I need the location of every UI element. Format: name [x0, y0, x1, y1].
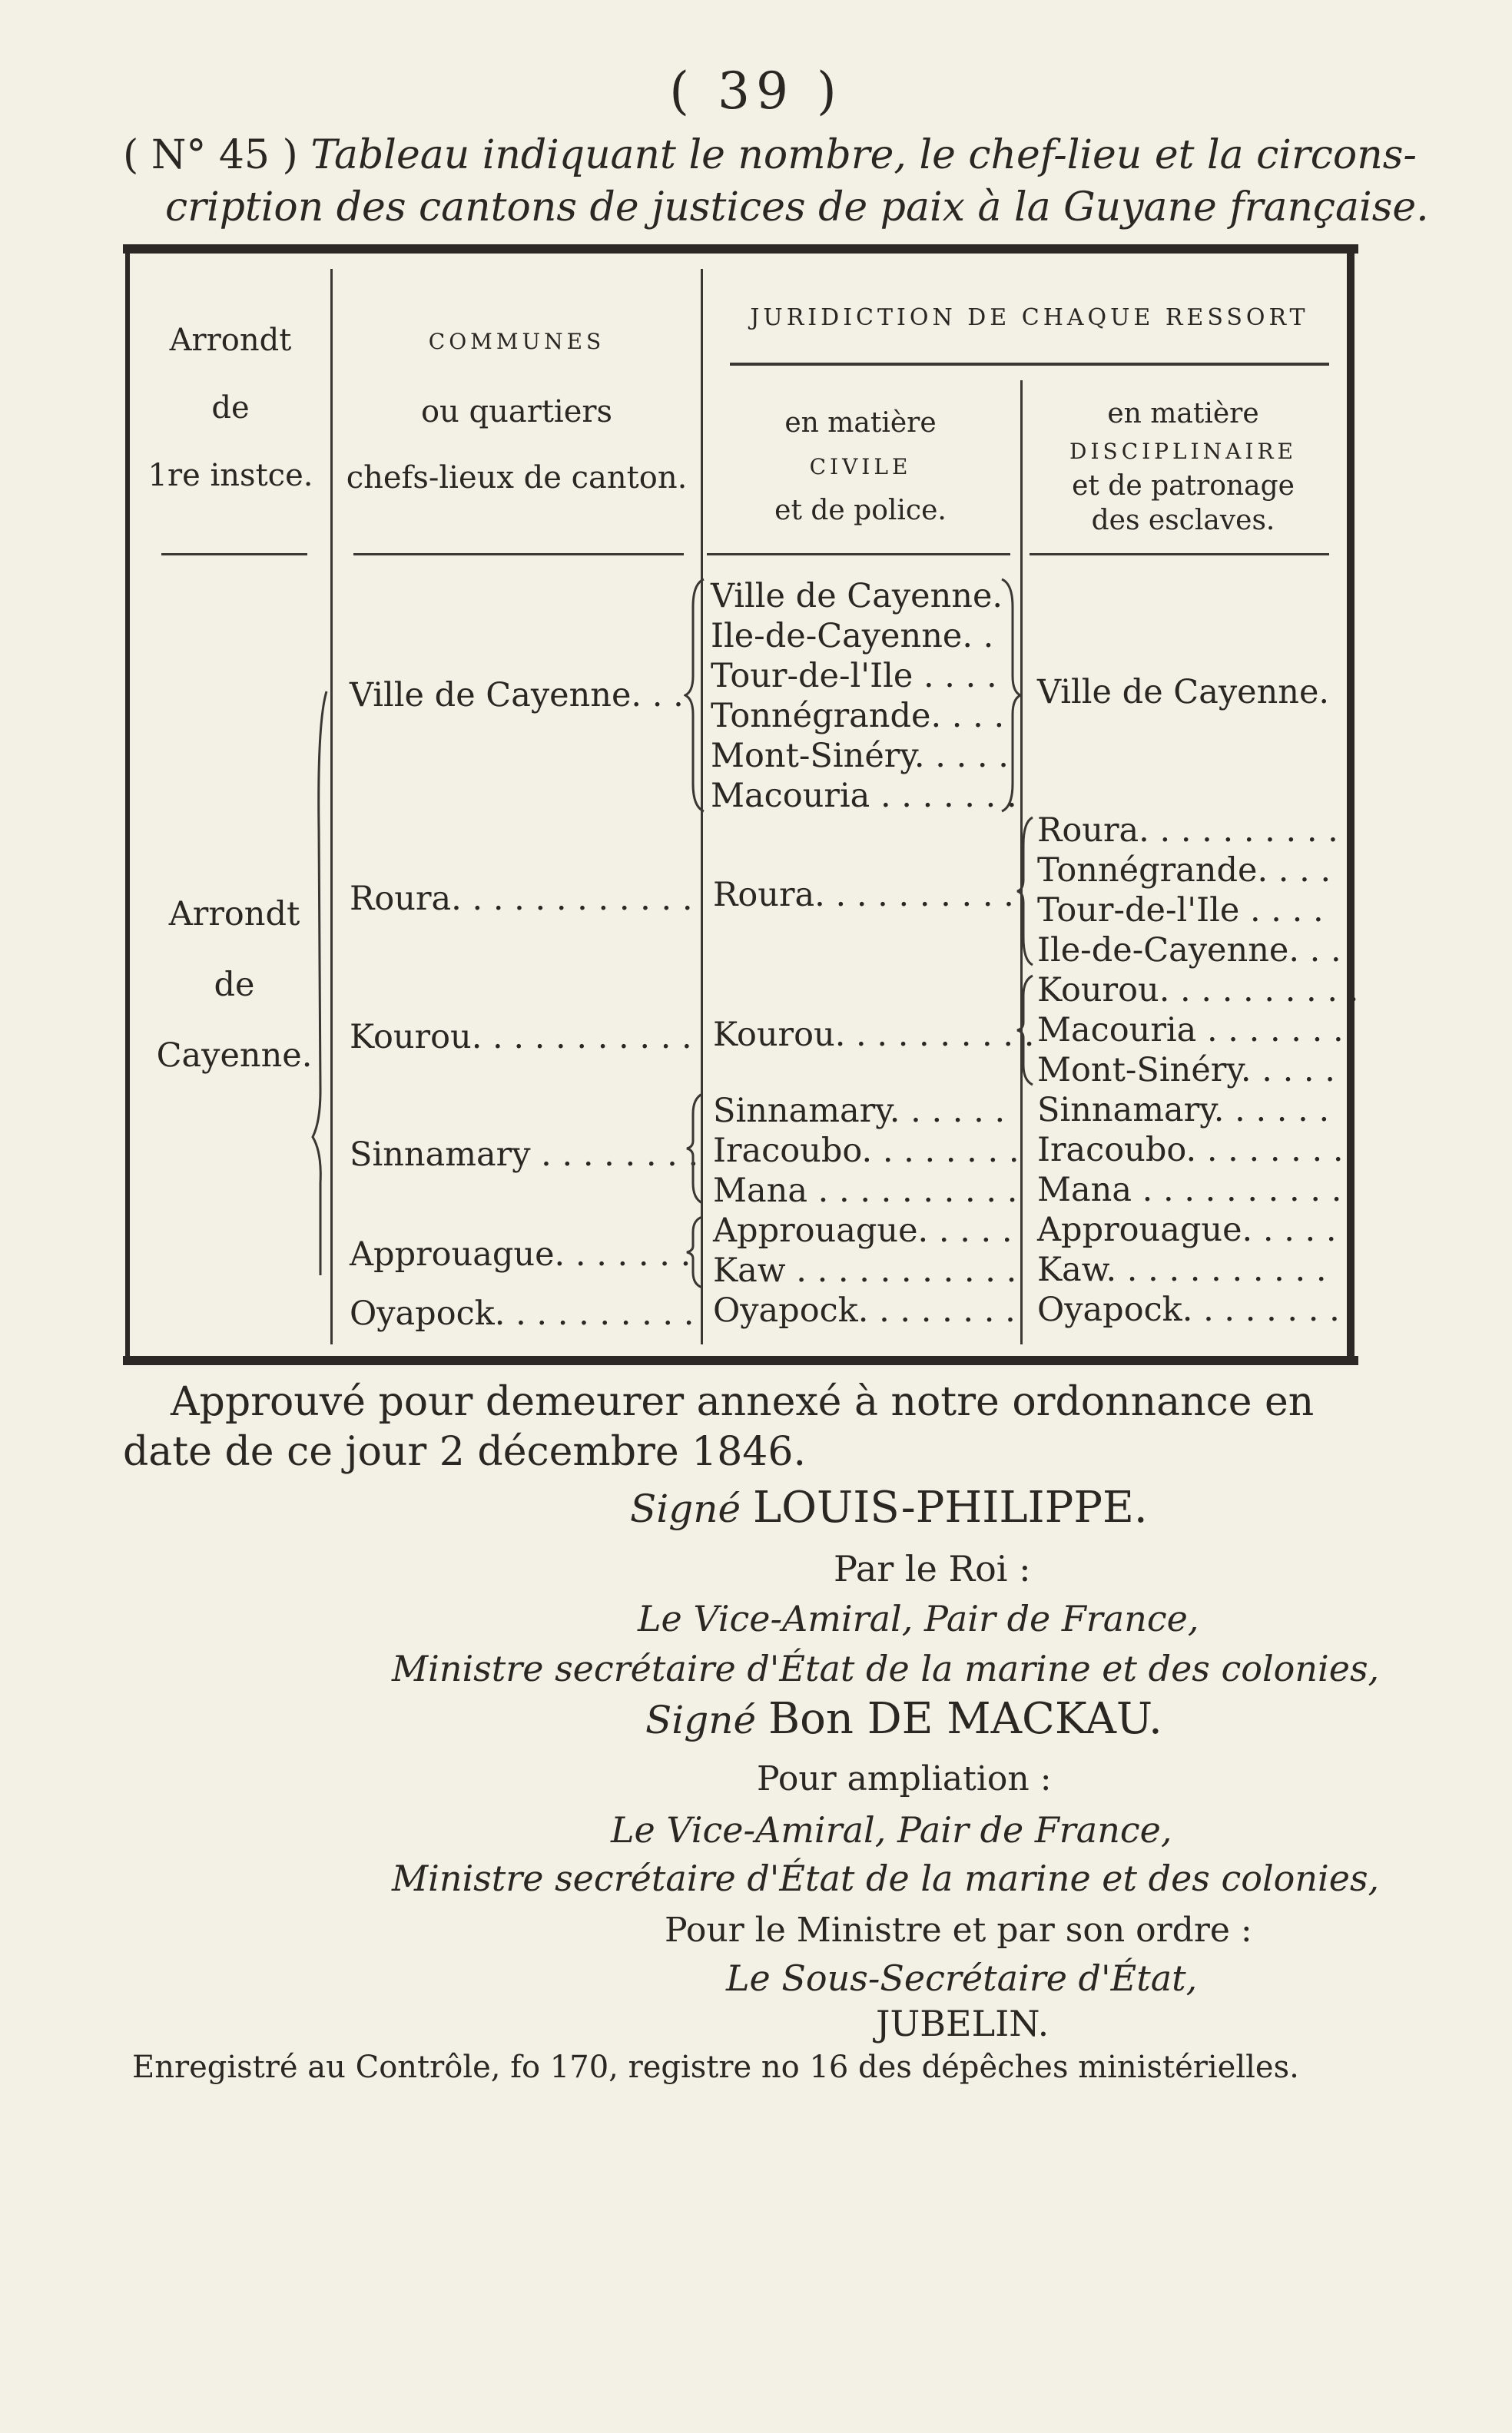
- table-title-line-1: [123, 132, 1417, 178]
- pour-le-ministre: Pour le Ministre et par son ordre :: [665, 1911, 1252, 1950]
- civile-item: Iracoubo. . . . . . . .: [713, 1132, 1020, 1170]
- civile-item: Macouria . . . . . . .: [711, 777, 1017, 815]
- civile-roura: Roura. . . . . . . . . .: [713, 876, 1014, 914]
- ministre-2: Ministre secrétaire d'État de la marine et des colonies,: [392, 1858, 1380, 1899]
- disciplinaire-item: Sinnamary. . . . . .: [1037, 1091, 1330, 1129]
- par-le-roi: Par le Roi :: [834, 1548, 1031, 1589]
- sous-secretaire: Le Sous-Secrétaire d'État,: [726, 1957, 1198, 1999]
- jubelin: JUBELIN.: [876, 2003, 1049, 2044]
- header-rule-col1: [161, 553, 307, 555]
- page-number: ( 39 ): [669, 61, 843, 121]
- header-arrondissement-line-2: de: [211, 390, 250, 426]
- brace-disciplinaire-kourou: [1016, 973, 1034, 1088]
- header-civile-line-1: en matière: [784, 407, 937, 439]
- pour-ampliation: Pour ampliation :: [757, 1759, 1052, 1798]
- civile-item: Approuague. . . . .: [713, 1212, 1013, 1250]
- brace-disciplinaire-roura: [1016, 814, 1034, 968]
- signe-label: Signé: [630, 1487, 741, 1531]
- header-communes-line-3: chefs-lieux de canton.: [346, 460, 688, 496]
- header-communes: [338, 329, 695, 496]
- header-civile-line-2: CIVILE: [809, 454, 912, 479]
- commune-approuague: Approuague. . . . . . .: [350, 1235, 691, 1274]
- header-arrondissement-line-3: 1re instce.: [148, 458, 313, 493]
- signature-king: [630, 1483, 1148, 1533]
- signe-label-2: Signé: [645, 1698, 757, 1742]
- header-arrondissement: [142, 323, 319, 493]
- header-rule-col2: [353, 553, 684, 555]
- vice-amiral-1: Le Vice-Amiral, Pair de France,: [638, 1598, 1199, 1639]
- header-rule-col3: [707, 553, 1010, 555]
- header-civile-line-3: et de police.: [774, 495, 947, 526]
- arrondissement-brace: [311, 676, 334, 1291]
- disciplinaire-item: Iracoubo. . . . . . . .: [1037, 1131, 1344, 1169]
- table-number: ( N° 45 ): [123, 132, 298, 178]
- brace-approuague: [685, 1214, 704, 1291]
- disciplinaire-item: Mana . . . . . . . . . .: [1037, 1171, 1342, 1209]
- brace-sinnamary: [685, 1091, 704, 1206]
- header-civile: [707, 407, 1014, 526]
- civile-item: Sinnamary. . . . . .: [713, 1092, 1006, 1130]
- disciplinaire-item: Tour-de-l'Ile . . . .: [1037, 891, 1324, 930]
- commune-ville-de-cayenne: Ville de Cayenne. . .: [350, 676, 684, 714]
- disciplinaire-item: Kourou. . . . . . . . . .: [1037, 971, 1359, 1009]
- signature-mackau: [645, 1694, 1162, 1744]
- commune-oyapock: Oyapock. . . . . . . . . .: [350, 1294, 695, 1333]
- jurisdiction-rule: [730, 363, 1329, 366]
- disciplinaire-item: Macouria . . . . . . .: [1037, 1011, 1344, 1049]
- mackau-name: Bon DE MACKAU.: [768, 1694, 1162, 1744]
- arrondissement-line-1: Arrondt: [168, 895, 300, 933]
- disciplinaire-item: Roura. . . . . . . . . .: [1037, 811, 1338, 850]
- disciplinaire-item: Oyapock. . . . . . . .: [1037, 1291, 1340, 1329]
- civile-kourou: Kourou. . . . . . . . . .: [713, 1016, 1035, 1054]
- header-rule-col4: [1030, 553, 1329, 555]
- table-title-text: Tableau indiquant le nombre, le chef-lieu et la circons-: [310, 132, 1417, 178]
- header-disciplinaire-line-3: et de patronage: [1072, 470, 1295, 502]
- civile-item: Ville de Cayenne.: [711, 577, 1003, 615]
- enregistre: Enregistré au Contrôle, fo 170, registre no 16 des dépêches ministérielles.: [132, 2050, 1299, 2085]
- commune-kourou: Kourou. . . . . . . . . . .: [350, 1018, 692, 1056]
- civile-item: Mana . . . . . . . . . .: [713, 1172, 1018, 1210]
- disciplinaire-list: [1037, 810, 1358, 1330]
- header-communes-line-1: COMMUNES: [428, 329, 605, 354]
- brace-civile-cayenne: [684, 576, 707, 814]
- commune-sinnamary: Sinnamary . . . . . . . .: [350, 1135, 699, 1174]
- approuve-line-1: Approuvé pour demeurer annexé à notre ordonnance en: [171, 1379, 1315, 1425]
- civile-item: Kaw . . . . . . . . . . .: [713, 1251, 1017, 1290]
- table-title-line-2: cription des cantons de justices de paix à la Guyane française.: [165, 184, 1429, 230]
- disciplinaire-item: Mont-Sinéry. . . . .: [1037, 1051, 1335, 1089]
- disciplinaire-item: Tonnégrande. . . .: [1037, 851, 1331, 890]
- approuve-line-2: date de ce jour 2 décembre 1846.: [123, 1429, 807, 1475]
- disciplinaire-item: Approuague. . . . .: [1037, 1211, 1337, 1249]
- commune-roura: Roura. . . . . . . . . . . .: [350, 880, 693, 918]
- civile-list: [711, 576, 1017, 816]
- disciplinaire-ville-de-cayenne: Ville de Cayenne.: [1037, 673, 1330, 711]
- header-disciplinaire: [1026, 398, 1341, 536]
- civile-item: Mont-Sinéry. . . . .: [711, 737, 1009, 775]
- civile-item: Tour-de-l'Ile . . . .: [711, 657, 997, 695]
- header-disciplinaire-line-2: DISCIPLINAIRE: [1069, 439, 1297, 464]
- header-disciplinaire-line-4: des esclaves.: [1091, 505, 1275, 536]
- arrondissement-line-2: de: [214, 966, 255, 1004]
- header-arrondissement-line-1: Arrondt: [169, 323, 292, 358]
- disciplinaire-item: Ile-de-Cayenne. . .: [1037, 931, 1341, 970]
- civile-item: Tonnégrande. . . .: [711, 697, 1005, 735]
- arrondissement-line-3: Cayenne.: [156, 1036, 313, 1075]
- disciplinaire-item: Kaw. . . . . . . . . . .: [1037, 1251, 1327, 1289]
- civile-item: Oyapock. . . . . . . .: [713, 1291, 1016, 1330]
- header-jurisdiction: JURIDICTION DE CHAQUE RESSORT: [750, 304, 1309, 331]
- header-disciplinaire-line-1: en matière: [1107, 398, 1259, 429]
- header-communes-line-2: ou quartiers: [420, 394, 613, 429]
- ministre-1: Ministre secrétaire d'État de la marine et des colonies,: [392, 1648, 1380, 1689]
- civile-item: Ile-de-Cayenne. .: [711, 617, 994, 655]
- civile-group-west: [713, 1091, 1020, 1331]
- arrondissement-cayenne: [142, 895, 327, 1075]
- brace-disciplinaire-cayenne: [999, 576, 1022, 814]
- king-name: LOUIS-PHILIPPE.: [752, 1483, 1148, 1533]
- vice-amiral-2: Le Vice-Amiral, Pair de France,: [611, 1809, 1172, 1851]
- table-top-rule: [123, 244, 1358, 254]
